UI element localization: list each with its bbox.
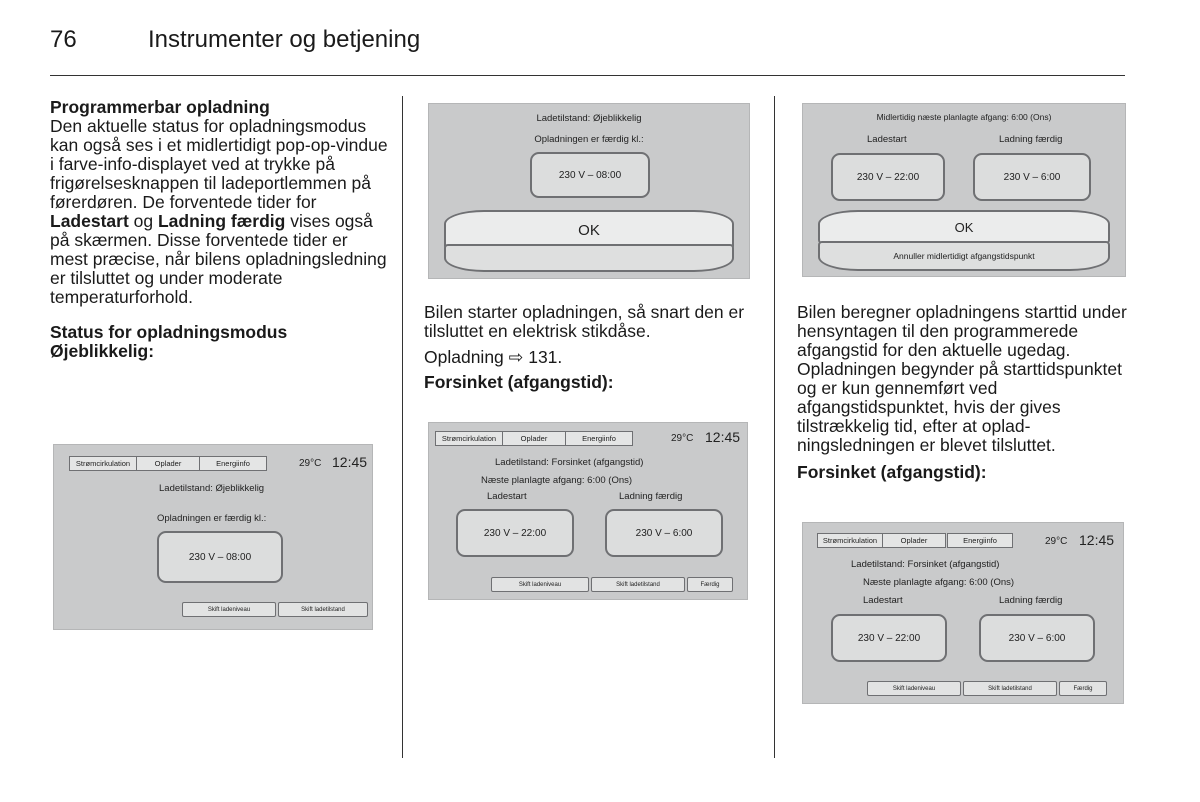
screen-delayed-charging	[428, 422, 748, 600]
section-heading-programmable: Programmerbar opladning	[50, 97, 270, 117]
change-mode-button[interactable]: Skift ladetilstand	[963, 681, 1057, 696]
cancel-temporary-departure-button[interactable]: Annuller midlertidigt afgangstidspunkt	[818, 241, 1110, 271]
end-label: Ladning færdig	[619, 491, 683, 502]
start-value: 230 V – 22:00	[831, 614, 947, 662]
end-value: 230 V – 6:00	[979, 614, 1095, 662]
clock: 12:45	[1079, 532, 1115, 548]
screen-instant-popup	[428, 103, 750, 279]
popup-complete-label: Opladningen er færdig kl.:	[534, 134, 644, 145]
clock: 12:45	[705, 429, 741, 445]
next-departure: Næste planlagte afgang: 6:00 (Ons)	[481, 475, 633, 486]
section-heading-delayed-2: Forsinket (afgangstid):	[797, 462, 987, 482]
column-2	[424, 303, 760, 392]
column-divider-1	[402, 96, 403, 758]
change-level-button[interactable]: Skift ladeniveau	[491, 577, 589, 592]
start-label: Ladestart	[867, 134, 907, 145]
section-heading-delayed: Forsinket (afgangstid):	[424, 372, 614, 392]
end-value: 230 V – 6:00	[605, 509, 723, 557]
header-divider	[50, 75, 1125, 76]
screen-delayed-charging-2	[802, 522, 1124, 704]
column-divider-2	[774, 96, 775, 758]
start-label: Ladestart	[487, 491, 527, 502]
screen-temporary-departure	[802, 103, 1126, 277]
delayed-description: Bilen beregner opladningens starttid under hensyntagen til den programmerede afgangstid for den aktuelle ugedag. Opladningen begynder på starttidspunktet og er kun gennemført ved afgangstidspunktet, hvis der gives tilstrækkelig tid, efter at opladningsledningen er blevet tilsluttet.	[797, 302, 1127, 455]
popup-complete-value: 230 V – 08:00	[530, 152, 650, 198]
start-value: 230 V – 22:00	[831, 153, 945, 201]
end-label: Ladning færdig	[999, 134, 1063, 145]
change-level-button[interactable]: Skift ladeniveau	[867, 681, 961, 696]
tab-energy-info[interactable]: Energiinfo	[199, 456, 267, 471]
clock: 12:45	[332, 454, 368, 470]
next-departure: Næste planlagte afgang: 6:00 (Ons)	[863, 577, 1015, 588]
popup-lower-bar	[444, 244, 734, 272]
tab-power-flow[interactable]: Strømcirkulation	[69, 456, 137, 471]
screen-instant-charging	[53, 444, 373, 630]
charge-mode-status: Ladetilstand: Forsinket (afgangstid)	[495, 457, 644, 468]
page-ref-icon: ⇨	[508, 347, 524, 367]
end-value: 230 V – 6:00	[973, 153, 1091, 201]
page-title: Instrumenter og betjening	[148, 26, 421, 53]
charge-mode-status: Ladetilstand: Øjeblikkelig	[159, 483, 265, 494]
tab-power-flow[interactable]: Strømcirkulation	[435, 431, 503, 446]
charge-complete-label: Opladningen er færdig kl.:	[157, 513, 267, 524]
intro-paragraph: Den aktuelle status for opladningsmodus kan også ses i et midlertidigt pop-op-vindue i farve-info-displayet ved at trykke på frigørelsesknappen til ladeportlemmen på førerdøren. De forventede tider for Ladestart og Ladning færdig vises også på skærmen. Disse forventede tider er mest præcise, når bilens opladningsledning er tilsluttet og under moderate temperaturforhold.	[50, 116, 388, 307]
charge-mode-status: Ladetilstand: Forsinket (afgangstid)	[851, 559, 1000, 570]
tab-charger[interactable]: Oplader	[136, 456, 200, 471]
temporary-next-departure: Midlertidig næste planlagte afgang: 6:00 (Ons)	[876, 112, 1052, 122]
change-level-button[interactable]: Skift ladeniveau	[182, 602, 276, 617]
instant-description: Bilen starter opladningen, så snart den er tilsluttet en elektrisk stikdåse.	[424, 302, 745, 341]
term-ladestart: Ladestart	[50, 211, 129, 231]
charge-complete-value: 230 V – 08:00	[157, 531, 283, 583]
done-button[interactable]: Færdig	[687, 577, 733, 592]
ok-button[interactable]: OK	[444, 210, 734, 250]
temperature: 29°C	[1045, 536, 1068, 547]
charging-reference: Opladning ⇨ 131.	[424, 347, 563, 367]
start-value: 230 V – 22:00	[456, 509, 574, 557]
tab-charger[interactable]: Oplader	[882, 533, 946, 548]
popup-status: Ladetilstand: Øjeblikkelig	[536, 113, 642, 124]
tab-energy-info[interactable]: Energiinfo	[947, 533, 1013, 548]
column-1	[50, 98, 390, 361]
temperature: 29°C	[299, 458, 322, 469]
start-label: Ladestart	[863, 595, 903, 606]
tab-energy-info[interactable]: Energiinfo	[565, 431, 633, 446]
change-mode-button[interactable]: Skift ladetilstand	[591, 577, 685, 592]
change-mode-button[interactable]: Skift ladetilstand	[278, 602, 368, 617]
done-button[interactable]: Færdig	[1059, 681, 1107, 696]
tab-power-flow[interactable]: Strømcirkulation	[817, 533, 883, 548]
column-3	[797, 303, 1129, 482]
temperature: 29°C	[671, 433, 694, 444]
term-ladning-faerdig: Ladning færdig	[157, 211, 286, 231]
tab-charger[interactable]: Oplader	[502, 431, 566, 446]
page-number: 76	[50, 26, 77, 53]
end-label: Ladning færdig	[999, 595, 1063, 606]
ok-button[interactable]: OK	[818, 210, 1110, 244]
section-heading-status: Status for opladningsmodus Øjeblikkelig:	[50, 322, 288, 361]
